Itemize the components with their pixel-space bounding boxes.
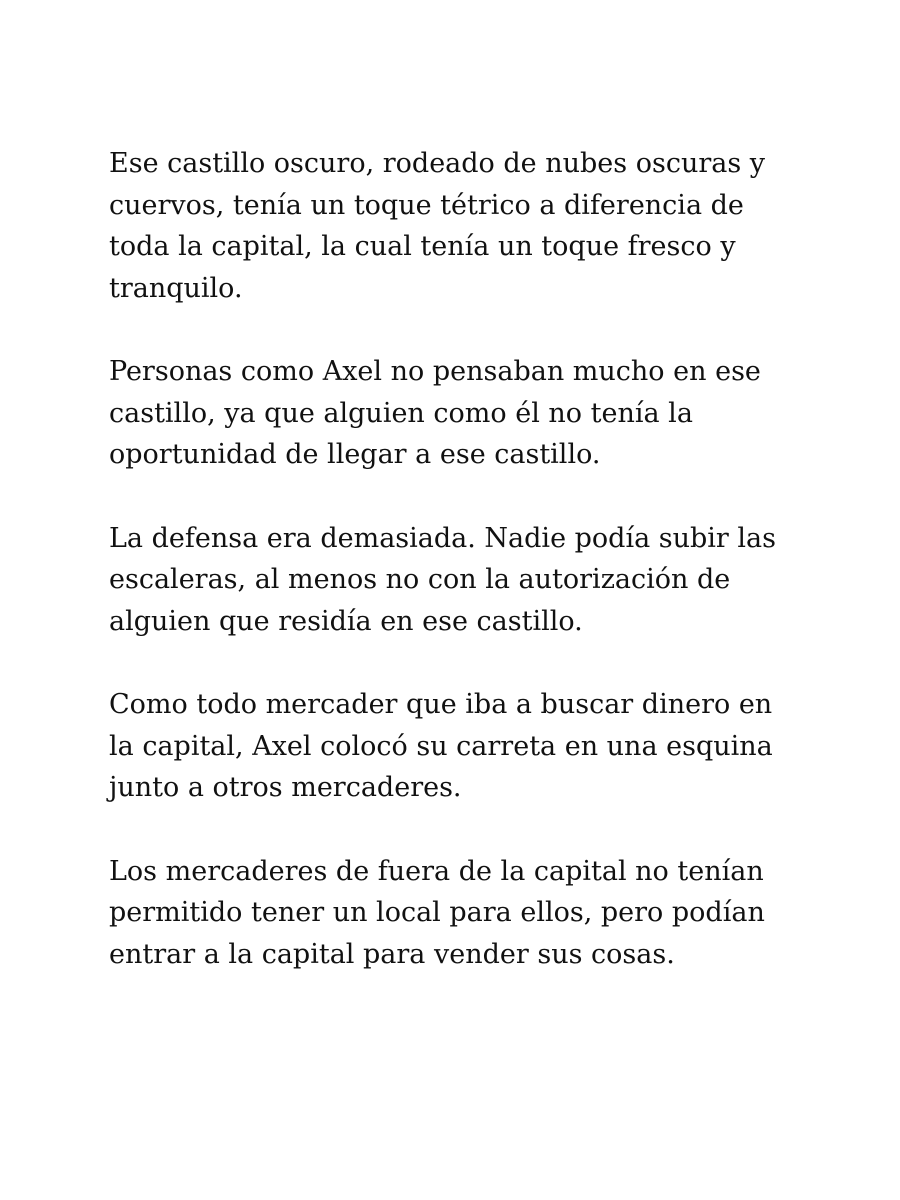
paragraph-line: tranquilo. <box>109 272 243 304</box>
paragraph-1 <box>109 143 809 309</box>
paragraph-line: escaleras, al menos no con la autorización de <box>109 564 731 595</box>
paragraph-line: oportunidad de llegar a ese castillo. <box>109 439 601 470</box>
paragraph-line: castillo, ya que alguien como él no tenía la <box>109 397 693 429</box>
paragraph-line: junto a otros mercaderes. <box>109 772 462 803</box>
paragraph-4 <box>109 684 809 809</box>
paragraph-2 <box>109 351 809 476</box>
paragraph-line: Ese castillo oscuro, rodeado de nubes oscuras y <box>109 148 766 179</box>
paragraph-line: alguien que residía en ese castillo. <box>109 605 583 637</box>
paragraph-line: toda la capital, la cual tenía un toque fresco y <box>109 231 736 262</box>
paragraph-line: permitido tener un local para ellos, pero podían <box>109 897 765 928</box>
paragraph-line: Personas como Axel no pensaban mucho en ese <box>109 356 761 387</box>
paragraph-line: Como todo mercader que iba a buscar dinero en <box>109 689 773 720</box>
paragraph-line: La defensa era demasiada. Nadie podía subir las <box>109 522 777 554</box>
paragraph-3 <box>109 518 809 643</box>
document-body <box>109 143 809 1017</box>
paragraph-line: cuervos, tenía un toque tétrico a diferencia de <box>109 189 744 221</box>
paragraph-line: entrar a la capital para vender sus cosas. <box>109 938 675 970</box>
paragraph-line: la capital, Axel colocó su carreta en una esquina <box>109 730 773 762</box>
paragraph-line: Los mercaderes de fuera de la capital no tenían <box>109 855 764 887</box>
paragraph-5 <box>109 851 809 976</box>
